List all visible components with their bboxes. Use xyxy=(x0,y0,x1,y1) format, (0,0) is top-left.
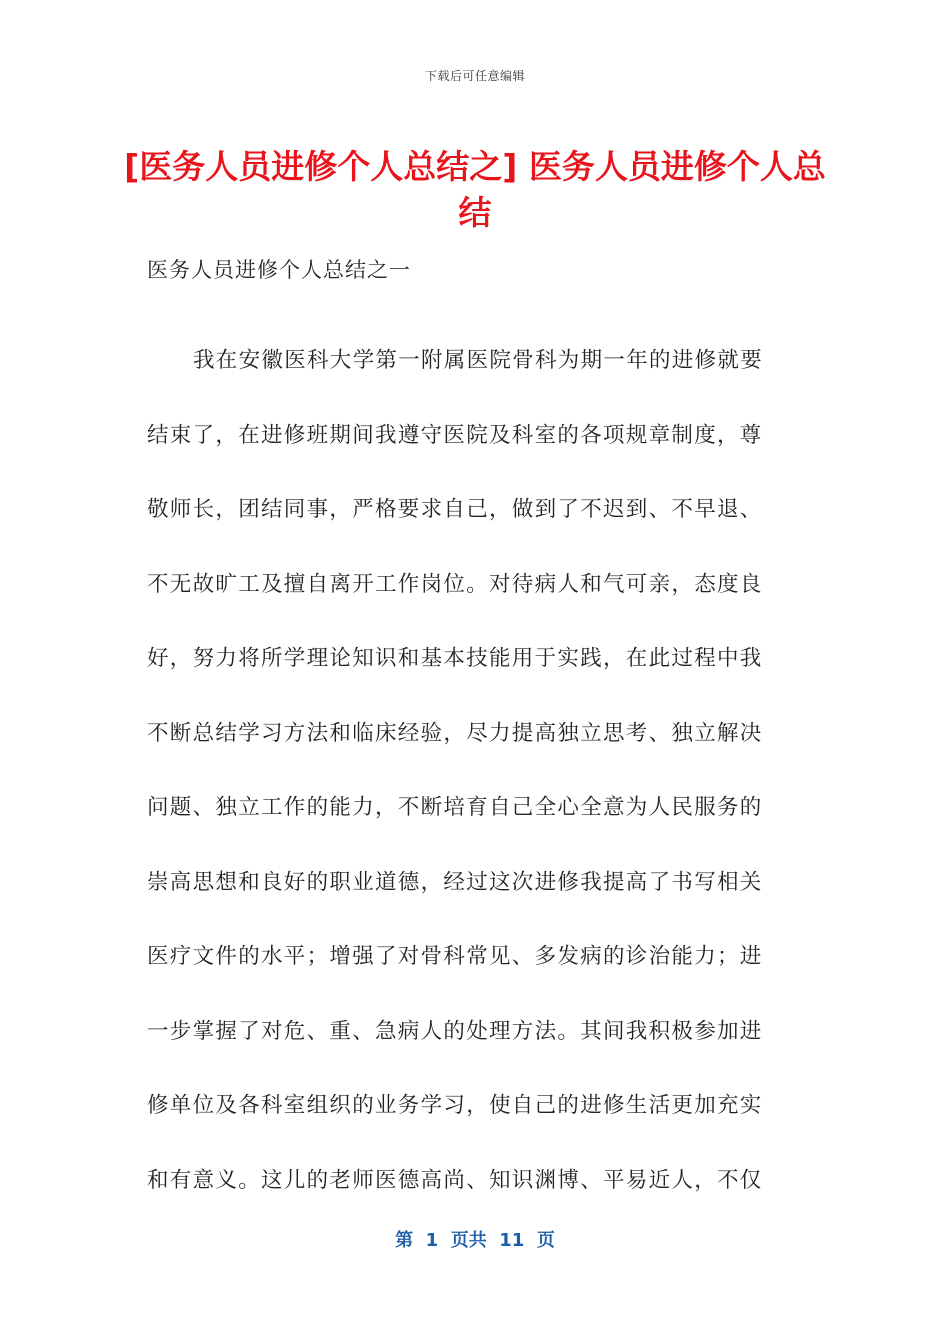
body-line: 问题、独立工作的能力，不断培育自己全心全意为人民服务的 xyxy=(147,795,763,820)
body-line: 好，努力将所学理论知识和基本技能用于实践，在此过程中我 xyxy=(147,646,763,671)
section-subheading: 医务人员进修个人总结之一 xyxy=(147,258,411,282)
body-line: 不断总结学习方法和临床经验，尽力提高独立思考、独立解决 xyxy=(147,720,763,746)
body-line: 敬师长，团结同事，严格要求自己，做到了不迟到、不早退、 xyxy=(147,497,763,522)
body-line: 不无故旷工及擅自离开工作岗位。对待病人和气可亲，态度良 xyxy=(147,571,763,597)
body-line: 崇高思想和良好的职业道德，经过这次进修我提高了书写相关 xyxy=(147,869,763,895)
body-line: 医疗文件的水平；增强了对骨科常见、多发病的诊治能力；进 xyxy=(147,944,763,969)
body-line: 修单位及各科室组织的业务学习，使自己的进修生活更加充实 xyxy=(147,1093,763,1118)
body-line: 和有意义。这儿的老师医德高尚、知识渊博、平易近人，不仅 xyxy=(147,1167,763,1193)
body-line: 一步掌握了对危、重、急病人的处理方法。其间我积极参加进 xyxy=(147,1018,763,1044)
document-title: [医务人员进修个人总结之] 医务人员进修个人总结 xyxy=(124,147,826,232)
body-line: 我在安徽医科大学第一附属医院骨科为期一年的进修就要 xyxy=(193,348,764,373)
header-note: 下载后可任意编辑 xyxy=(424,69,525,83)
body-line: 结束了，在进修班期间我遵守医院及科室的各项规章制度，尊 xyxy=(147,422,763,448)
body-paragraph xyxy=(147,324,795,1218)
page-footer: 第 1 页共 11 页 xyxy=(395,1230,555,1251)
